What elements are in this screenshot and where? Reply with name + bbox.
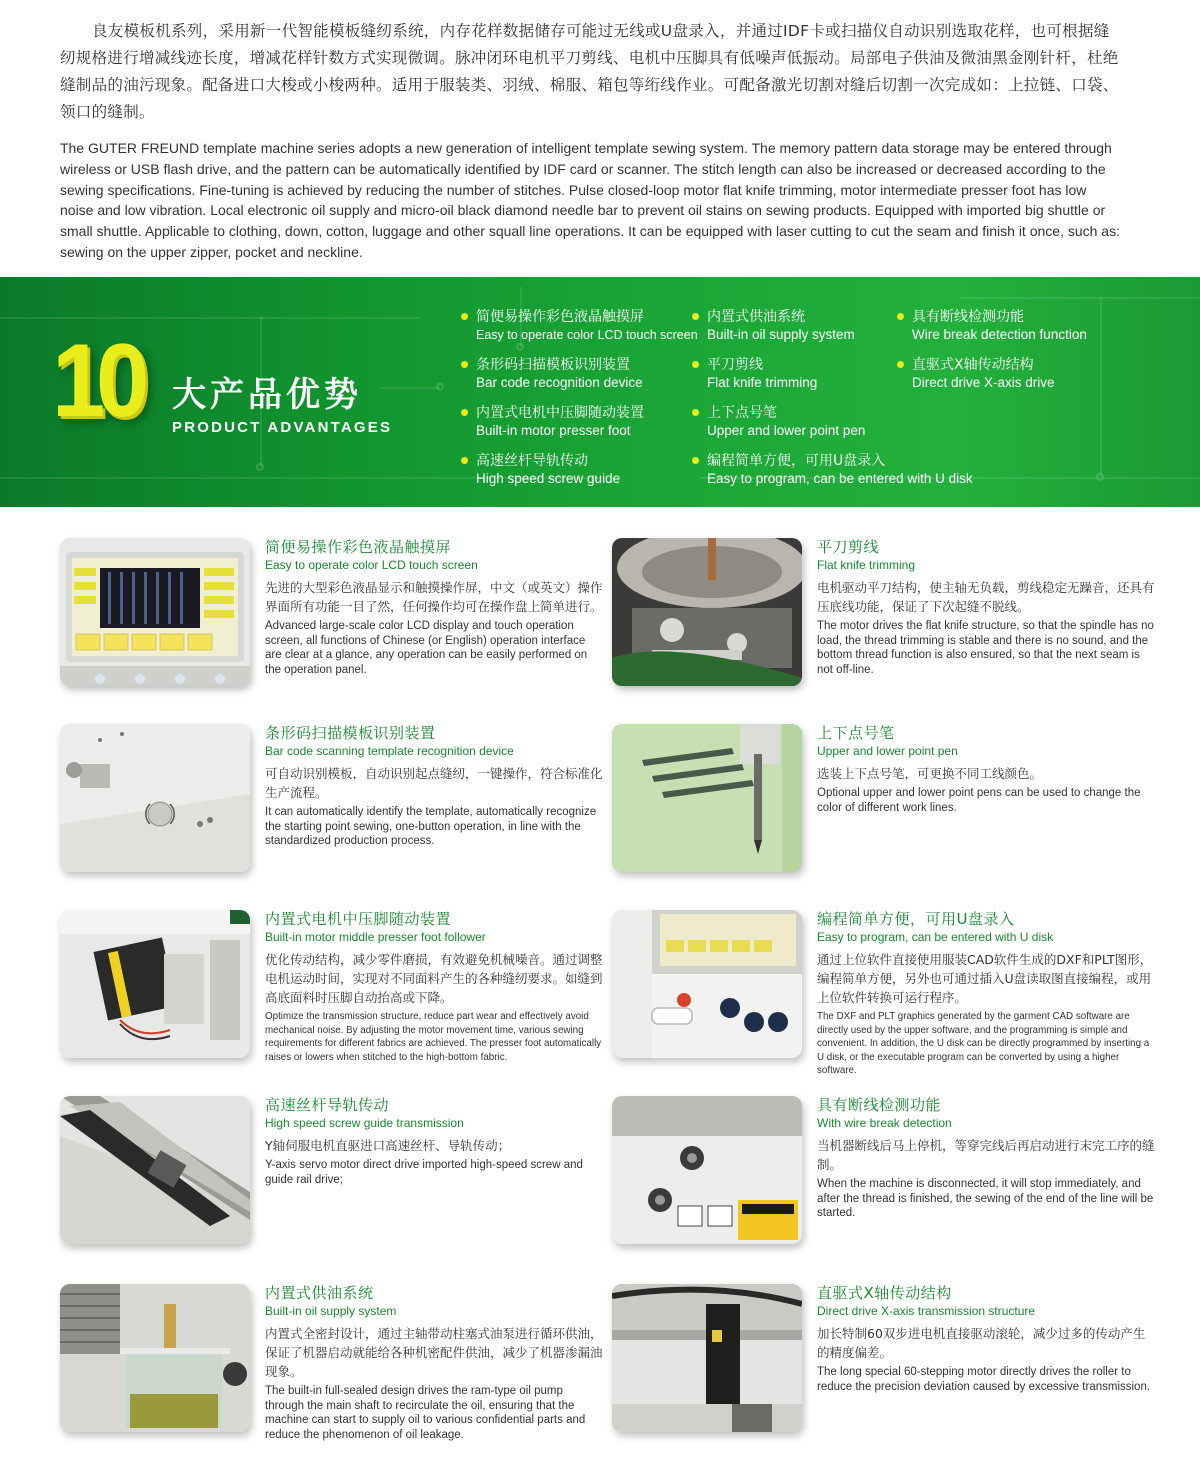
- advantage-item: 编程简单方便，可用U盘录入 Easy to program, can be entered with U disk: [692, 452, 973, 488]
- advantage-item: 内置式电机中压脚随动装置 Built-in motor presser foot: [461, 404, 644, 440]
- feature-desc-en: Optimize the transmission structure, reduce part wear and effectively avoid mechanical noise. By adjusting the motor movement time, various sewing requirements for different fabrics are achieved. The presser foot automatically raises or lowers when stitched to the high-bottom fabric.: [265, 1011, 602, 1063]
- feature-oil-supply: [60, 1284, 603, 1444]
- feature-title-en: Direct drive X-axis transmission structure: [817, 1304, 1036, 1318]
- feature-desc-cn: 先进的大型彩色液晶显示和触摸操作屏，中文（或英文）操作界面所有功能一目了然，任何操作均可在操作盘上简单进行。: [265, 580, 603, 614]
- feature-title-cn: 直驱式X轴传动结构: [817, 1284, 952, 1302]
- feature-bar-code-scanning: [60, 724, 603, 884]
- feature-title-cn: 内置式供油系统: [265, 1284, 374, 1302]
- feature-flat-knife-trimming: [612, 538, 1155, 698]
- feature-screw-guide: [60, 1096, 600, 1256]
- feature-desc-en: It can automatically identify the template, automatically recognize the starting point sewing, one-button operation, in line with the standardized production process.: [265, 806, 597, 847]
- feature-title-en: Flat knife trimming: [817, 558, 916, 572]
- advantage-item: 具有断线检测功能 Wire break detection function: [897, 308, 1087, 344]
- bar-code-scanner-photo: [60, 724, 250, 872]
- advantage-item: 条形码扫描模板识别装置 Bar code recognition device: [461, 356, 643, 392]
- screw-guide-photo: [60, 1096, 250, 1244]
- feature-text: [265, 538, 605, 677]
- advantages-number: 10: [52, 323, 141, 439]
- feature-title-cn: 高速丝杆导轨传动: [265, 1096, 390, 1114]
- feature-desc-en: The built-in full-sealed design drives the ram-type oil pump through the main shaft to recirculate the oil, ensuring that the machine can start to supply oil to various confidential parts and reduce the phenomenon of oil leakage.: [265, 1385, 586, 1441]
- advantages-banner: [0, 277, 1200, 507]
- advantage-item: 上下点号笔 Upper and lower point pen: [692, 404, 865, 440]
- feature-title-cn: 简便易操作彩色液晶触摸屏: [265, 538, 452, 556]
- feature-title-cn: 具有断线检测功能: [817, 1096, 942, 1114]
- flat-knife-photo: [612, 538, 802, 686]
- wire-break-photo: [612, 1096, 802, 1244]
- intro-english-paragraph: The GUTER FREUND template machine series adopts a new generation of intelligent template sewing system. The memory pattern data storage may be entered through wireless or USB flash drive, and the pattern can be automatically identified by IDF card or scanner. The stitch length can also be increased or decreased according to the sewing specifications. Fine-tuning is achieved by reducing the number of stitches. Pulse closed-loop motor flat knife trimming, motor intermediate presser foot has low noise and low vibration. Local electronic oil supply and micro-oil black diamond needle bar to prevent oil stains on sewing products. Equipped with imported big shuttle or small shuttle. Applicable to clothing, down, cotton, luggage and other squall line operations. It can be equipped with laser cutting to cut the seam and finish it once, such as: sewing on the upper zipper, pocket and neckline.: [60, 140, 1120, 260]
- advantage-item: 直驱式X轴传动结构 Direct drive X-axis drive: [897, 356, 1055, 392]
- feature-text: [265, 1284, 605, 1442]
- feature-title-en: Bar code scanning template recognition device: [265, 744, 514, 758]
- oil-supply-photo: [60, 1284, 250, 1432]
- point-pen-photo: [612, 724, 802, 872]
- feature-u-disk-programming: [612, 910, 1153, 1076]
- lcd-screen-photo: [60, 538, 250, 686]
- advantages-title-cn: 大产品优势: [172, 375, 362, 415]
- feature-title-en: Upper and lower point pen: [817, 744, 958, 758]
- advantage-item: 内置式供油系统 Built-in oil supply system: [692, 308, 855, 344]
- feature-desc-cn: 选装上下点号笔，可更换不同工线颜色。: [817, 766, 1043, 781]
- feature-title-cn: 上下点号笔: [817, 724, 895, 742]
- feature-point-pen: [612, 724, 1152, 884]
- feature-text: [817, 1096, 1157, 1221]
- feature-title-cn: 条形码扫描模板识别装置: [265, 724, 436, 742]
- feature-title-cn: 内置式电机中压脚随动装置: [265, 910, 452, 928]
- feature-desc-cn: 当机器断线后马上停机，等穿完线后再启动进行末完工序的缝制。: [817, 1138, 1155, 1172]
- feature-text: [817, 1284, 1157, 1394]
- feature-title-en: Built-in oil supply system: [265, 1304, 397, 1318]
- u-disk-panel-photo: [612, 910, 802, 1058]
- intro-chinese-paragraph: 良友模板机系列，采用新一代智能模板缝纫系统，内存花样数据储存可能过无线或U盘录入，并通过IDF卡或扫描仪自动识别选取花样，也可根据缝纫规格进行增减线迹长度，增减花样针数方式实现微调。脉冲闭环电机平刀剪线、电机中压脚具有低噪声低振动。局部电子供油及微油黑金刚针杆，杜绝缝制品的油污现象。配备进口大梭或小梭两种。适用于服装类、羽绒、棉服、箱包等绗线作业。可配备激光切割对缝后切割一次完成如：上拉链、口袋、领口的缝制。: [60, 22, 1119, 121]
- feature-wire-break-detection: [612, 1096, 1155, 1256]
- feature-desc-en: When the machine is disconnected, it will stop immediately, and after the thread is finished, the sewing of the end of the line will be started.: [817, 1178, 1154, 1219]
- feature-desc-cn: 优化传动结构，减少零件磨损，有效避免机械噪音。通过调整电机运动时间，实现对不同面料产生的各种缝纫要求。如缝到高底面料时压脚自动抬高或下降。: [265, 952, 603, 1005]
- feature-desc-cn: 内置式全密封设计，通过主轴带动柱塞式油泵进行循环供油，保证了机器启动就能给各种机密配件供油，减少了机器渗漏油现象。: [265, 1326, 603, 1379]
- feature-text: [265, 1096, 605, 1187]
- feature-title-en: Easy to program, can be entered with U disk: [817, 930, 1054, 944]
- feature-desc-en: Advanced large-scale color LCD display and touch operation screen, all functions of Chinese (or English) operation interface are clear at a glance, any operation can be easily performed on the operation panel.: [265, 620, 588, 676]
- presser-foot-motor-photo: [60, 910, 250, 1058]
- advantage-item: 平刀剪线 Flat knife trimming: [692, 356, 817, 392]
- feature-desc-en: The long special 60-stepping motor directly drives the roller to reduce the precision deviation caused by excessive transmission.: [817, 1366, 1151, 1393]
- feature-text: [817, 724, 1157, 815]
- feature-desc-en: The motor drives the flat knife structure, so that the spindle has no load, the thread trimming is stable and there is no sound, and the bottom thread function is also ensured, so that the next seam is not off-line.: [817, 620, 1154, 676]
- feature-lcd-touch-screen: [60, 538, 603, 698]
- advantages-title-en: PRODUCT ADVANTAGES: [172, 419, 393, 436]
- feature-text: [265, 910, 605, 1064]
- feature-presser-foot-follower: [60, 910, 603, 1070]
- feature-title-cn: 编程简单方便，可用U盘录入: [817, 910, 1015, 928]
- feature-text: [817, 910, 1157, 1078]
- feature-title-en: Easy to operate color LCD touch screen: [265, 558, 478, 572]
- advantage-item: 高速丝杆导轨传动 High speed screw guide: [461, 452, 620, 488]
- feature-title-en: High speed screw guide transmission: [265, 1116, 464, 1130]
- feature-x-axis-drive: [612, 1284, 1152, 1444]
- x-axis-drive-photo: [612, 1284, 802, 1432]
- feature-desc-cn: Y轴伺服电机直驱进口高速丝杆、导轨传动；: [265, 1138, 511, 1153]
- feature-text: [817, 538, 1157, 677]
- feature-title-en: With wire break detection: [817, 1116, 952, 1130]
- feature-desc-en: Y-axis servo motor direct drive imported high-speed screw and guide rail drive;: [265, 1159, 583, 1186]
- feature-desc-cn: 通过上位软件直接使用服装CAD软件生成的DXF和PLT图形，编程简单方便，另外也可通过插入U盘读取图直接编程，或用上位软件转换可运行程序。: [817, 952, 1153, 1005]
- feature-desc-cn: 加长特制60双步进电机直接驱动滚轮，减少过多的传动产生的精度偏差。: [817, 1326, 1146, 1360]
- advantage-item: 简便易操作彩色液晶触摸屏 Easy to operate color LCD touch screen: [461, 308, 698, 344]
- intro-section: [60, 18, 1120, 263]
- feature-desc-cn: 可自动识别模板，自动识别起点缝纫，一键操作，符合标准化生产流程。: [265, 766, 603, 800]
- feature-desc-en: Optional upper and lower point pens can be used to change the color of different work lines.: [817, 787, 1141, 814]
- feature-title-cn: 平刀剪线: [817, 538, 880, 556]
- feature-desc-cn: 电机驱动平刀结构，使主轴无负载，剪线稳定无躁音，还具有压底线功能，保证了下次起缝不脱线。: [817, 580, 1155, 614]
- feature-text: [265, 724, 605, 849]
- feature-title-en: Built-in motor middle presser foot follower: [265, 930, 486, 944]
- feature-desc-en: The DXF and PLT graphics generated by the garment CAD software are directly used by the upper software, and the programming is simple and convenient. In addition, the U disk can be directly programmed by inserting a U disk, or the executable program can be converted by using a higher software.: [817, 1011, 1150, 1076]
